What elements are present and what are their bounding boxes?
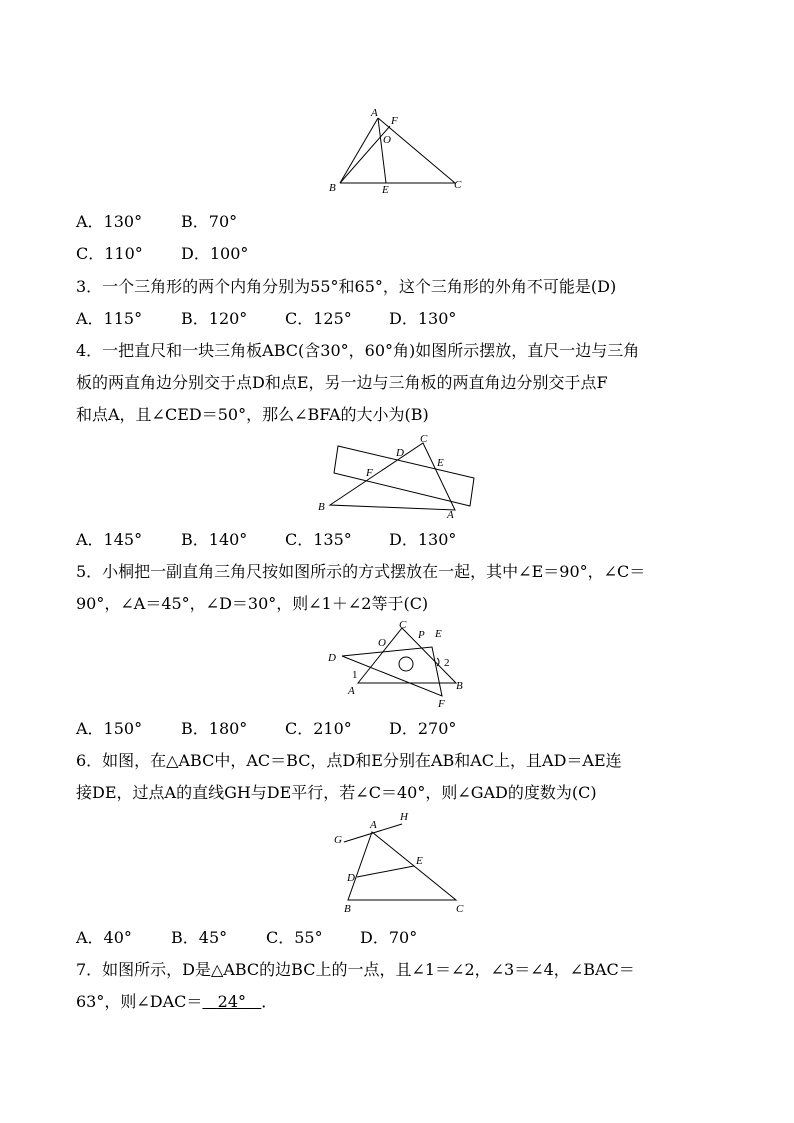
q7-answer: 24° <box>217 992 247 1011</box>
q3-option-d[interactable]: D．130° <box>389 309 457 328</box>
q6-option-b[interactable]: B．45° <box>171 928 228 947</box>
q7-stem-prefix: 63°，则∠DAC＝ <box>76 992 203 1011</box>
q4-stem-line-3: 和点A，且∠CED＝50°，那么∠BFA的大小为(B) <box>76 405 429 424</box>
label-D: D <box>396 447 404 459</box>
label-B: B <box>456 680 463 692</box>
q5-option-d[interactable]: D．270° <box>389 719 457 738</box>
q5-option-c[interactable]: C．210° <box>285 719 352 738</box>
q5-stem-line-2: 90°，∠A＝45°，∠D＝30°，则∠1＋∠2等于(C) <box>76 594 429 613</box>
figure-1 <box>320 104 480 199</box>
q4-stem-line-1: 4．一把直尺和一块三角板ABC(含30°，60°角)如图所示摆放，直尺一边与三角 <box>76 341 640 360</box>
label-2: 2 <box>444 657 450 669</box>
label-A: A <box>447 509 454 521</box>
figure-4 <box>310 430 480 522</box>
q3-option-c[interactable]: C．125° <box>285 309 352 328</box>
q4-stem-line-2: 板的两直角边分别交于点D和点E，另一边与三角板的两直角边分别交于点F <box>76 373 608 392</box>
q5-stem-line-1: 5．小桐把一副直角三角尺按如图所示的方式摆放在一起，其中∠E＝90°，∠C＝ <box>76 562 646 581</box>
q6-stem-line-2: 接DE，过点A的直线GH与DE平行，若∠C＝40°，则∠GAD的度数为(C) <box>76 783 597 802</box>
q5-option-b[interactable]: B．180° <box>181 719 248 738</box>
label-1: 1 <box>352 669 358 681</box>
q7-answer-blank <box>202 992 261 1011</box>
q7-stem-line-1: 7．如图所示，D是△ABC的边BC上的一点，且∠1＝∠2，∠3＝∠4，∠BAC＝ <box>76 960 635 979</box>
label-A: A <box>370 819 377 831</box>
q2-option-d[interactable]: D．100° <box>181 244 249 263</box>
q2-option-b[interactable]: B．70° <box>181 212 238 231</box>
label-D: D <box>347 872 355 884</box>
label-C: C <box>454 179 462 191</box>
label-O: O <box>378 637 386 649</box>
label-E: E <box>382 184 389 196</box>
label-F: F <box>391 115 398 127</box>
q6-option-d[interactable]: D．70° <box>360 928 418 947</box>
q4-option-d[interactable]: D．130° <box>389 530 457 549</box>
label-C: C <box>399 619 407 631</box>
q2-option-c[interactable]: C．110° <box>76 244 143 263</box>
q3-option-b[interactable]: B．120° <box>181 309 248 328</box>
q7-stem-line-2 <box>76 992 277 1012</box>
q3-stem: 3．一个三角形的两个内角分别为55°和65°，这个三角形的外角不可能是(D) <box>76 277 617 296</box>
label-A: A <box>348 685 355 697</box>
label-D: D <box>328 652 336 664</box>
q7-stem-suffix: ． <box>261 992 278 1011</box>
label-O: O <box>383 134 391 146</box>
label-C: C <box>420 433 428 445</box>
q4-option-b[interactable]: B．140° <box>181 530 248 549</box>
label-B: B <box>329 182 336 194</box>
q2-option-a[interactable]: A．130° <box>76 212 143 231</box>
label-E: E <box>437 457 444 469</box>
label-H: H <box>400 811 408 823</box>
label-B: B <box>344 903 351 915</box>
label-F: F <box>438 698 445 710</box>
q4-option-c[interactable]: C．135° <box>285 530 352 549</box>
q3-option-a[interactable]: A．115° <box>76 309 143 328</box>
label-E: E <box>435 628 442 640</box>
figure-5 <box>322 618 472 710</box>
q6-stem-line-1: 6．如图，在△ABC中，AC＝BC，点D和E分别在AB和AC上，且AD＝AE连 <box>76 751 622 770</box>
label-C: C <box>456 903 464 915</box>
q4-option-a[interactable]: A．145° <box>76 530 143 549</box>
q6-option-c[interactable]: C．55° <box>266 928 323 947</box>
q5-option-a[interactable]: A．150° <box>76 719 143 738</box>
label-F: F <box>366 467 373 479</box>
figure-6 <box>328 808 478 918</box>
label-A: A <box>371 107 378 119</box>
label-P: P <box>418 629 425 641</box>
q6-option-a[interactable]: A．40° <box>76 928 132 947</box>
label-E: E <box>416 855 423 867</box>
label-B: B <box>318 501 325 513</box>
label-G: G <box>334 834 342 846</box>
